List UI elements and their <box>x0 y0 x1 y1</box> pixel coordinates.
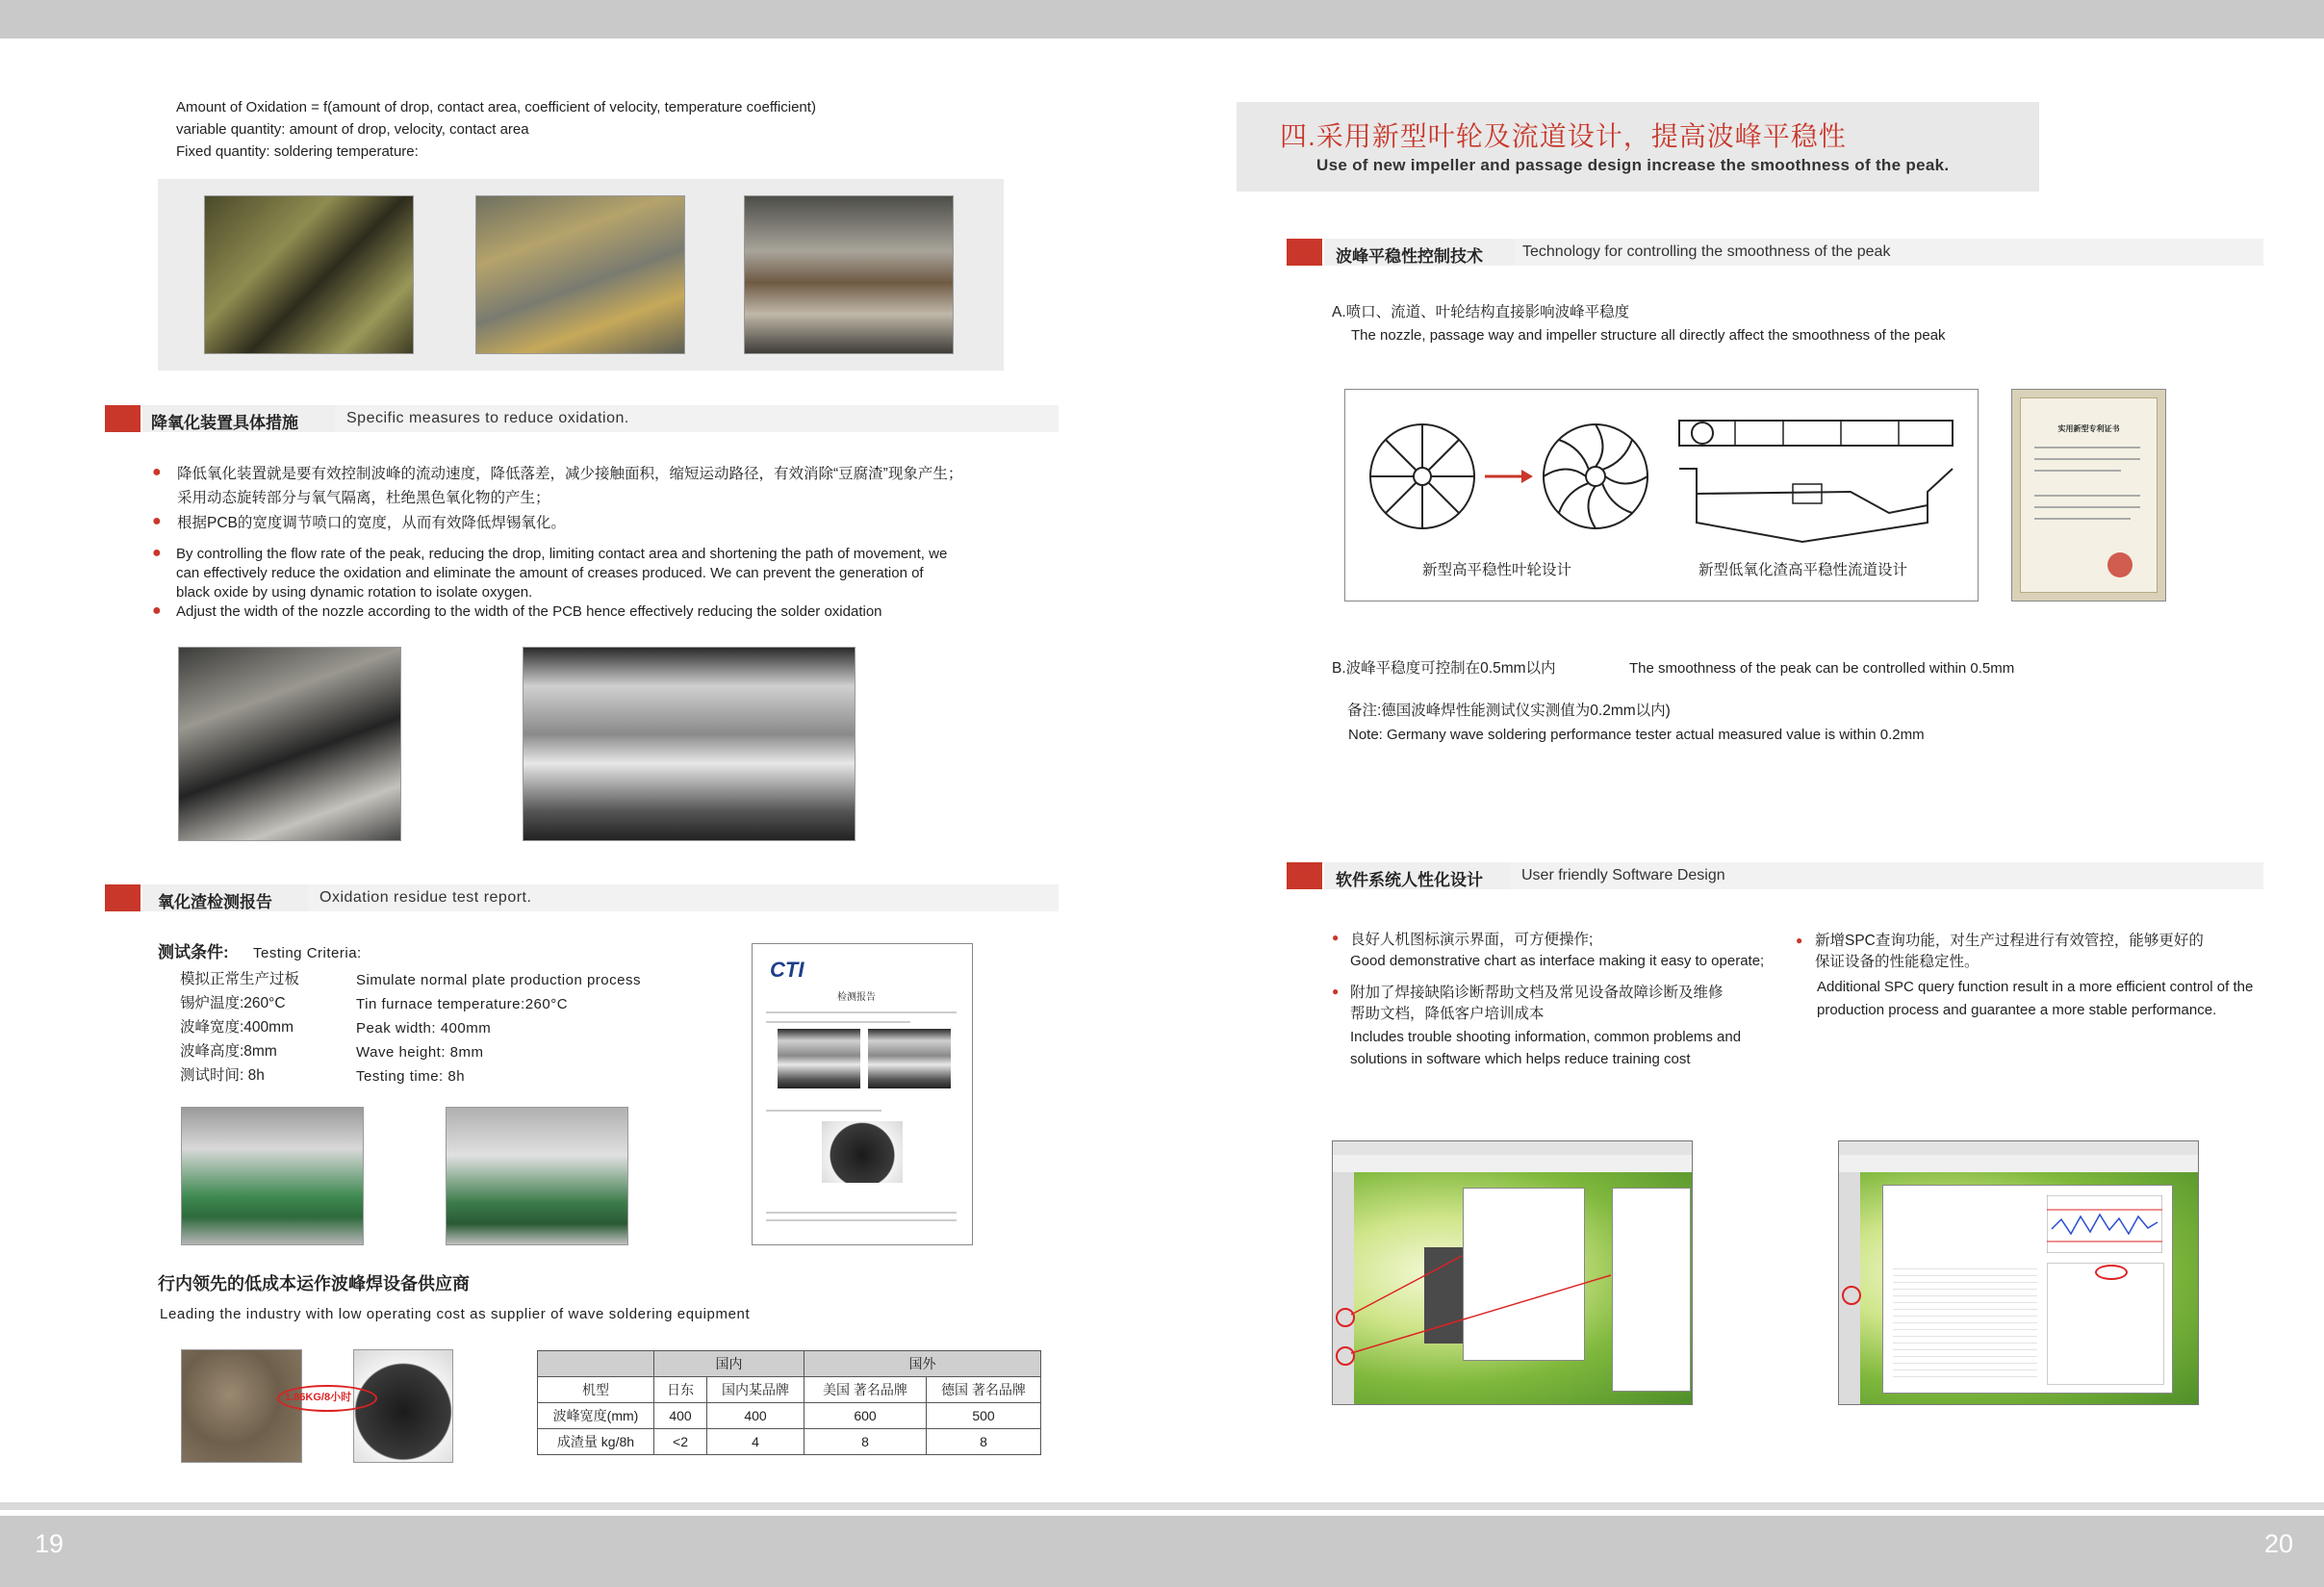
page-number-left: 19 <box>35 1529 64 1558</box>
criteria-cn: 波峰高度:8mm <box>180 1043 277 1060</box>
software-point-3-en: Additional SPC query function result in a more efficient control of the <box>1817 979 2254 995</box>
report-logo: CTI <box>770 958 804 982</box>
table-cell: 波峰宽度(mm) <box>538 1403 654 1429</box>
oxidation-photo-strip <box>158 179 1004 371</box>
test-report-document <box>752 943 973 1245</box>
report-photo <box>868 1029 951 1088</box>
table-cell: 成渣量 kg/8h <box>538 1429 654 1455</box>
formula-line-1: Amount of Oxidation = f(amount of drop, contact area, coefficient of velocity, temperature coefficient) <box>176 99 816 115</box>
spc-histogram <box>2047 1263 2164 1385</box>
report-photo <box>822 1121 903 1183</box>
certificate-text-line <box>2034 518 2131 520</box>
section-header-software <box>1324 862 2263 889</box>
software-point-1-en: Good demonstrative chart as interface making it easy to operate; <box>1350 953 1765 969</box>
oxide-photo-3 <box>744 195 954 354</box>
test-photo-2 <box>446 1107 628 1245</box>
patent-certificate <box>2011 389 2166 602</box>
report-text-line <box>766 1021 910 1023</box>
cn-bullet-2: 根据PCB的宽度调节喷口的宽度，从而有效降低焊锡氧化。 <box>177 515 566 531</box>
table-cell: 600 <box>804 1403 927 1429</box>
certificate-text-line <box>2034 495 2140 497</box>
bullet-icon: ● <box>152 545 162 561</box>
criteria-cn: 波峰宽度:400mm <box>180 1019 294 1036</box>
chapter-header <box>1237 102 2039 192</box>
top-bar <box>0 0 2324 38</box>
section-marker <box>1287 239 1322 266</box>
software-point-2-en: Includes trouble shooting information, common problems and <box>1350 1029 1742 1045</box>
callout-lines-icon <box>1332 1140 1691 1403</box>
spc-data-table <box>1893 1263 2037 1383</box>
en-bullet-2: Adjust the width of the nozzle according to the width of the PCB hence effectively reducing the solder oxidation <box>176 603 882 620</box>
software-point-1-cn: 良好人机图标演示界面，可方便操作; <box>1350 932 1594 948</box>
criteria-en: Testing time: 8h <box>356 1068 466 1085</box>
table-row <box>538 1403 1041 1429</box>
section-en-bg <box>1515 239 2263 266</box>
en-bullet-1c: black oxide by using dynamic rotation to isolate oxygen. <box>176 584 533 601</box>
section-header-oxidation-measures <box>142 405 1059 432</box>
table-cell: 日东 <box>654 1377 707 1403</box>
comparison-table <box>537 1350 1041 1455</box>
section-title: 波峰平稳性控制技术 <box>1336 247 1483 266</box>
bottom-divider <box>0 1502 2324 1510</box>
supplier-subtitle: Leading the industry with low operating cost as supplier of wave soldering equipment <box>160 1306 751 1322</box>
table-cell: 400 <box>707 1403 804 1429</box>
certificate-text-line <box>2034 470 2121 472</box>
caption-passage: 新型低氧化渣高平稳性流道设计 <box>1698 562 1908 578</box>
software-point-2-cn-b: 帮助文档，降低客户培训成本 <box>1350 1006 1545 1022</box>
test-photo-1 <box>181 1107 364 1245</box>
impeller-old-icon <box>1365 419 1480 534</box>
window-toolbar <box>1839 1155 2198 1172</box>
table-row <box>538 1429 1041 1455</box>
dross-photo-competitor <box>181 1349 302 1463</box>
software-screenshot-2 <box>1838 1140 2199 1405</box>
criteria-en: Peak width: 400mm <box>356 1020 492 1037</box>
point-b-en: The smoothness of the peak can be controlled within 0.5mm <box>1629 660 2015 677</box>
page-number-right: 20 <box>2264 1529 2294 1558</box>
criteria-cn: 锡炉温度:260°C <box>180 995 286 1011</box>
table-header-cell: 国内 <box>654 1351 804 1377</box>
certificate-text-line <box>2034 447 2140 448</box>
impeller-new-icon <box>1538 419 1653 534</box>
report-photo <box>778 1029 860 1088</box>
spc-chart-icon <box>2047 1195 2162 1253</box>
section-subtitle: User friendly Software Design <box>1521 867 1725 883</box>
section-en-bg <box>335 405 1059 432</box>
oxide-photo-1 <box>204 195 414 354</box>
bullet-icon: ● <box>152 464 162 480</box>
note-cn: 备注:德国波峰焊性能测试仪实测值为0.2mm以内) <box>1347 703 1671 719</box>
section-header-peak-smoothness <box>1324 239 2263 266</box>
seal-icon <box>2107 552 2132 577</box>
en-bullet-1b: can effectively reduce the oxidation and eliminate the amount of creases produced. We can prevent the generation of <box>176 565 924 581</box>
formula-line-2: variable quantity: amount of drop, velocity, contact area <box>176 121 529 138</box>
certificate-title: 实用新型专利证书 <box>2057 424 2120 433</box>
table-cell: 机型 <box>538 1377 654 1403</box>
chapter-title-cn: 四.采用新型叶轮及流道设计，提高波峰平稳性 <box>1280 121 1847 151</box>
table-header-row <box>538 1351 1041 1377</box>
cn-bullet-1: 降低氧化装置就是要有效控制波峰的流动速度，降低落差，减少接触面积，缩短运动路径，有效消除“豆腐渣”现象产生； <box>177 466 963 482</box>
bullet-icon: ● <box>1332 985 1340 998</box>
bullet-icon: ● <box>152 513 162 529</box>
section-marker <box>105 405 140 432</box>
section-subtitle: Oxidation residue test report. <box>319 889 532 906</box>
chapter-title-en: Use of new impeller and passage design increase the smoothness of the peak. <box>1316 156 1950 174</box>
table-cell: 500 <box>927 1403 1041 1429</box>
bottom-bar <box>0 1516 2324 1587</box>
point-b-cn: B.波峰平稳度可控制在0.5mm以内 <box>1332 660 1556 677</box>
criteria-en: Wave height: 8mm <box>356 1044 484 1061</box>
section-title: 氧化渣检测报告 <box>158 893 272 911</box>
section-header-oxidation-report <box>142 884 1059 911</box>
spc-query-window <box>1882 1185 2173 1394</box>
criteria-en: Simulate normal plate production process <box>356 972 641 988</box>
criteria-en: Tin furnace temperature:260°C <box>356 996 569 1012</box>
section-marker <box>1287 862 1322 889</box>
report-text-line <box>766 1011 957 1013</box>
table-cell: 国内某品牌 <box>707 1377 804 1403</box>
certificate-inner <box>2020 397 2158 593</box>
note-en: Note: Germany wave soldering performance tester actual measured value is within 0.2mm <box>1348 727 1925 743</box>
software-point-2-en-b: solutions in software which helps reduce training cost <box>1350 1051 1691 1067</box>
report-text-line <box>766 1212 957 1214</box>
formula-line-3: Fixed quantity: soldering temperature: <box>176 143 419 160</box>
table-row <box>538 1377 1041 1403</box>
caption-impeller: 新型高平稳性叶轮设计 <box>1422 562 1572 578</box>
software-point-3-en-b: production process and guarantee a more stable performance. <box>1817 1002 2217 1018</box>
table-header-cell <box>538 1351 654 1377</box>
report-text-line <box>766 1110 881 1112</box>
section-en-bg <box>1510 862 2263 889</box>
section-subtitle: Technology for controlling the smoothness of the peak <box>1522 243 1891 260</box>
table-cell: <2 <box>654 1429 707 1455</box>
section-en-bg <box>308 884 1059 911</box>
section-marker <box>105 884 140 911</box>
criteria-cn: 模拟正常生产过板 <box>180 971 300 987</box>
bullet-icon: ● <box>152 602 162 619</box>
software-point-2-cn: 附加了焊接缺陷诊断帮助文档及常见设备故障诊断及维修 <box>1350 985 1724 1001</box>
table-cell: 美国 著名品牌 <box>804 1377 927 1403</box>
passage-design-icon <box>1677 417 1956 551</box>
en-bullet-1: By controlling the flow rate of the peak, reducing the drop, limiting contact area and shortening the path of movement, we <box>176 546 948 562</box>
table-cell: 400 <box>654 1403 707 1429</box>
table-cell: 德国 著名品牌 <box>927 1377 1041 1403</box>
report-title: 检测报告 <box>837 992 876 1003</box>
oxide-photo-2 <box>475 195 685 354</box>
table-cell: 8 <box>927 1429 1041 1455</box>
section-subtitle: Specific measures to reduce oxidation. <box>346 410 629 426</box>
table-header-cell: 国外 <box>804 1351 1041 1377</box>
tank-photo <box>523 647 856 841</box>
report-text-line <box>766 1219 957 1221</box>
highlight-ellipse <box>2095 1265 2128 1280</box>
design-drawing-panel <box>1344 389 1979 602</box>
window-titlebar <box>1839 1141 2198 1156</box>
software-point-3-cn: 新增SPC查询功能，对生产过程进行有效管控，能够更好的 <box>1815 933 2204 949</box>
certificate-text-line <box>2034 458 2140 460</box>
point-a-en: The nozzle, passage way and impeller structure all directly affect the smoothness of the peak <box>1351 327 1946 344</box>
table-cell: 8 <box>804 1429 927 1455</box>
bullet-icon: ● <box>1796 934 1803 947</box>
arrow-right-icon <box>1485 467 1533 486</box>
certificate-text-line <box>2034 506 2140 508</box>
supplier-title: 行内领先的低成本运作波峰焊设备供应商 <box>158 1274 470 1293</box>
criteria-title-en: Testing Criteria: <box>253 945 362 961</box>
criteria-title-cn: 测试条件: <box>158 943 229 961</box>
cn-bullet-1b: 采用动态旋转部分与氧气隔离，杜绝黑色氧化物的产生； <box>177 490 550 506</box>
section-title: 软件系统人性化设计 <box>1336 871 1483 889</box>
section-title: 降氧化装置具体措施 <box>151 414 298 432</box>
software-point-3-cn-b: 保证设备的性能稳定性。 <box>1815 954 1979 970</box>
highlight-circle <box>1842 1286 1861 1305</box>
criteria-cn: 测试时间: 8h <box>180 1067 265 1084</box>
bullet-icon: ● <box>1332 931 1340 944</box>
nozzle-photo <box>178 647 401 841</box>
table-cell: 4 <box>707 1429 804 1455</box>
point-a-cn: A.喷口、流道、叶轮结构直接影响波峰平稳度 <box>1332 304 1630 320</box>
dross-amount-label: 1.86KG/8小时 <box>285 1392 352 1403</box>
